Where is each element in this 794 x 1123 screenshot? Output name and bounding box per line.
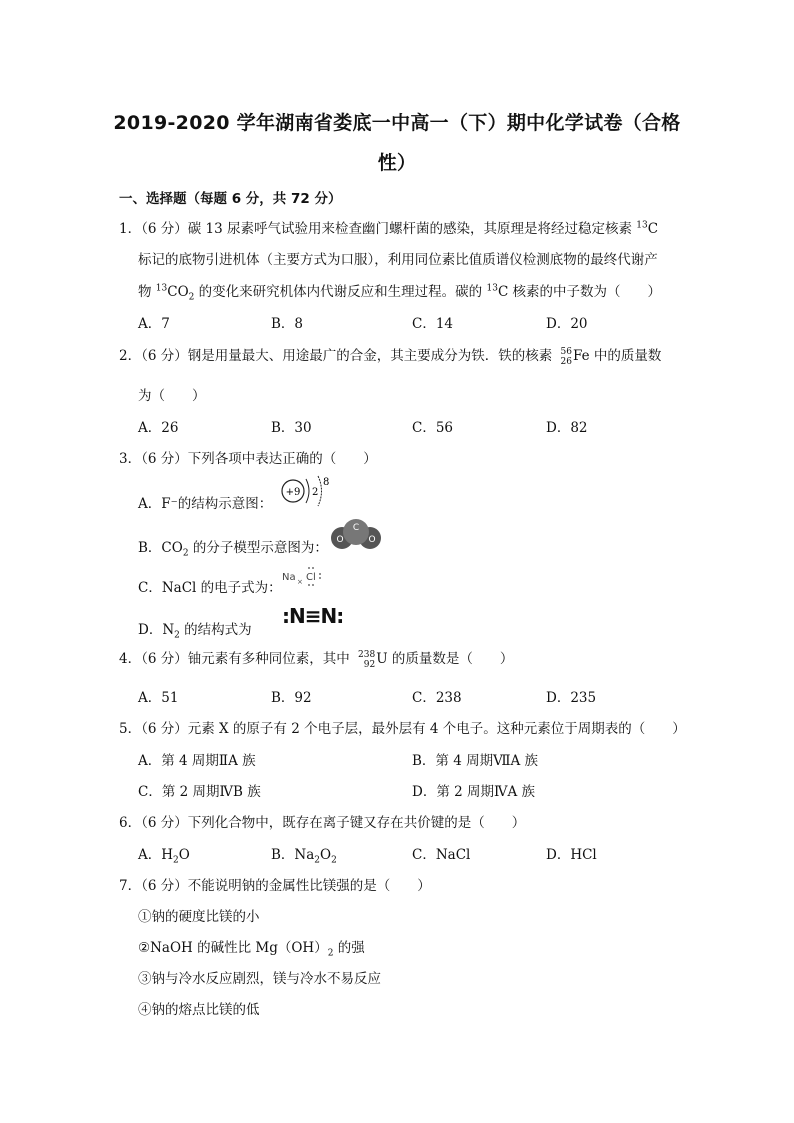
q1-line2: 标记的底物引进机体（主要方式为口服），利用同位素比值质谱仪检测底物的最终代谢产 — [138, 252, 658, 268]
q7-i2-a: ②NaOH 的碱性比 Mg（OH） — [138, 940, 328, 956]
exam-title-line1: 2019-2020 学年湖南省娄底一中高一（下）期中化学试卷（合格 — [113, 112, 681, 134]
q7-item-2 — [138, 936, 365, 959]
q1-l3-a: 物 — [138, 284, 156, 300]
shell1-label: 2 — [312, 487, 319, 498]
nacl-electron-formula — [280, 560, 324, 594]
q4-iso-mass: 238 — [358, 649, 376, 660]
q4-isotope — [358, 650, 375, 670]
q1-l3-d: C 核素的中子数为（ ） — [497, 284, 662, 300]
q1-l3-sup2: 13 — [486, 283, 498, 294]
q3-option-b — [138, 536, 328, 559]
q4-iso-number: 92 — [363, 659, 376, 670]
q1-l3-c: 的变化来研究机体内代谢反应和生理过程。碳的 — [194, 284, 487, 300]
q1-option-b: B．8 — [271, 316, 304, 332]
q2-line2: 为（ ） — [138, 388, 206, 404]
q2-option-c: C．56 — [412, 420, 454, 436]
fluoride-structure-diagram — [278, 472, 334, 512]
n2-structural-formula: :N≡N: — [282, 604, 344, 628]
q6-b-mid: O — [320, 847, 332, 863]
q1-l3-sub: 2 — [188, 292, 195, 303]
q5-option-d: D．第 2 周期ⅣA 族 — [412, 784, 536, 800]
q6-line1: 6．（6 分）下列化合物中，既存在离子键又存在共价键的是（ ） — [119, 815, 526, 831]
q3-option-c: C．NaCl 的电子式为： — [138, 580, 282, 596]
q3-d-post: 的结构式为 — [179, 622, 252, 638]
q3-d-pre: D．N — [138, 622, 175, 638]
q7-i2-b: 的强 — [333, 940, 365, 956]
q3-line1: 3．（6 分）下列各项中表达正确的（ ） — [119, 451, 377, 467]
q4-option-d: D．235 — [546, 690, 597, 706]
q6-a-sub: 2 — [173, 855, 179, 866]
atom-o-left: O — [336, 535, 344, 545]
q4-option-b: B．92 — [271, 690, 312, 706]
q6-option-c: C．NaCl — [412, 847, 471, 863]
q4-line1 — [119, 647, 513, 670]
q3-b-post: 的分子模型示意图为： — [188, 540, 328, 556]
q2-iso-mass: 56 — [560, 346, 572, 357]
q3-d-sub: 2 — [174, 630, 180, 641]
na-symbol: Na — [282, 572, 296, 583]
exam-title-line2: 性） — [377, 152, 417, 174]
q1-option-c: C．14 — [412, 316, 454, 332]
q7-item-3: ③钠与冷水反应剧烈，镁与冷水不易反应 — [138, 971, 381, 987]
shell2-label: 8 — [323, 477, 330, 488]
electron-cross: × — [297, 578, 303, 586]
cl-symbol: Cl — [306, 572, 316, 583]
q5-option-b: B．第 4 周期ⅦA 族 — [412, 753, 539, 769]
q3-option-d — [138, 618, 252, 641]
atom-o-right: O — [368, 535, 376, 545]
q6-option-d: D．HCl — [546, 847, 597, 863]
q4-text-a: 4．（6 分）铀元素有多种同位素，其中 — [119, 651, 355, 667]
q4-text-b: U 的质量数是（ ） — [376, 651, 514, 667]
q2-line1 — [119, 344, 661, 367]
q1-option-d: D．20 — [546, 316, 588, 332]
q6-a-pre: A．H — [138, 847, 174, 863]
q2-text-b: Fe 中的质量数 — [572, 348, 662, 364]
q7-item-1: ①钠的硬度比镁的小 — [138, 909, 260, 925]
q5-option-a: A．第 4 周期ⅡA 族 — [138, 753, 256, 769]
section-heading: 一、选择题（每题 6 分，共 72 分） — [119, 191, 342, 207]
q1-line3 — [138, 280, 661, 303]
q6-option-b — [271, 843, 337, 866]
q2-option-b: B．30 — [271, 420, 312, 436]
q7-i2-sub: 2 — [327, 948, 334, 959]
q1-text-b: C — [647, 221, 659, 237]
q3-b-pre: B．CO — [138, 540, 183, 556]
q1-text-a: 1．（6 分）碳 13 尿素呼气试验用来检查幽门螺杆菌的感染，其原理是将经过稳定核素 — [119, 221, 637, 237]
q2-text-a: 2．（6 分）钢是用量最大、用途最广的合金，其主要成分为铁．铁的核素 — [119, 348, 557, 364]
atom-c: C — [352, 523, 360, 533]
q5-option-c: C．第 2 周期ⅣB 族 — [138, 784, 261, 800]
q4-option-c: C．238 — [412, 690, 462, 706]
q6-b-sub: 2 — [314, 855, 321, 866]
q2-option-a: A．26 — [138, 420, 179, 436]
q6-option-a — [138, 843, 190, 866]
co2-molecule-model — [326, 518, 386, 552]
q1-l3-b: CO — [167, 284, 189, 300]
q2-iso-number: 26 — [560, 356, 572, 367]
q7-line1: 7．（6 分）不能说明钠的金属性比镁强的是（ ） — [119, 878, 431, 894]
nucleus-label: +9 — [285, 487, 301, 498]
q6-b-pre: B．Na — [271, 847, 315, 863]
q6-a-post: O — [178, 847, 190, 863]
q1-sup: 13 — [636, 220, 648, 231]
q1-line1 — [119, 217, 658, 237]
q1-l3-sup: 13 — [155, 283, 168, 294]
q7-item-4: ④钠的熔点比镁的低 — [138, 1002, 260, 1018]
q2-option-d: D．82 — [546, 420, 588, 436]
q6-b-sub2: 2 — [331, 855, 337, 866]
q5-line1: 5．（6 分）元素 X 的原子有 2 个电子层，最外层有 4 个电子。这种元素位于周期表的（ ） — [119, 721, 686, 737]
q3-option-a: A．F⁻的结构示意图： — [138, 496, 273, 512]
q1-option-a: A．7 — [138, 316, 170, 332]
q4-option-a: A．51 — [138, 690, 179, 706]
q2-isotope — [561, 347, 572, 367]
q3-b-sub: 2 — [182, 548, 189, 559]
